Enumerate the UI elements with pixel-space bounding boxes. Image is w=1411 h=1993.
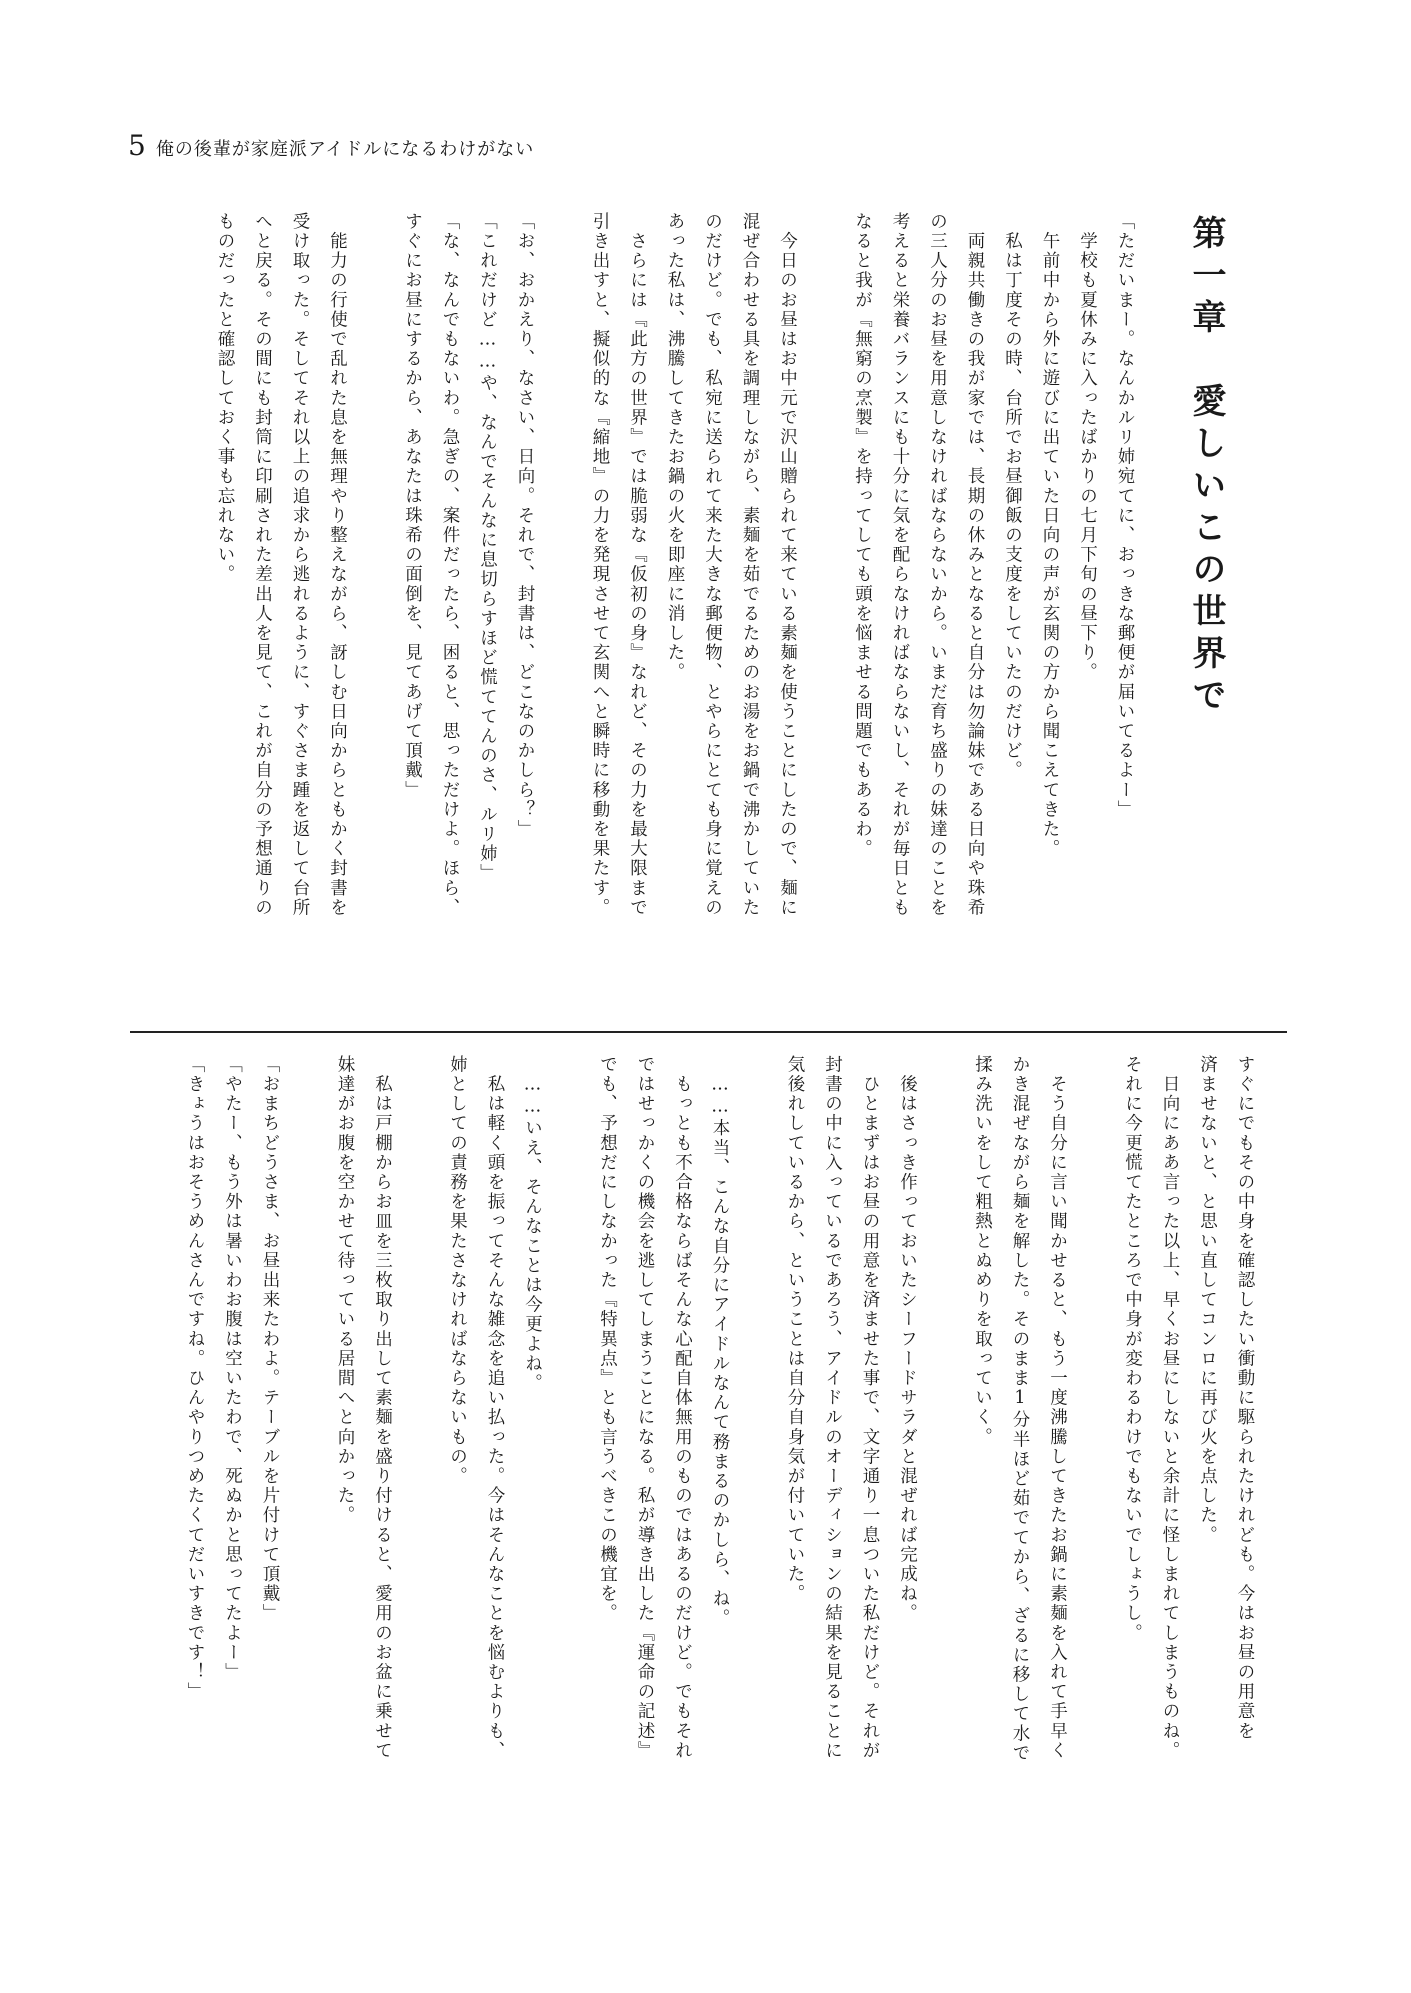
- text-line: 混ぜ合わせる具を調理しながら、素麺を茹でるためのお湯をお鍋で沸かしていた: [740, 212, 760, 918]
- text-line: ひとまずはお昼の用意を済ませた事で、文字通り一息ついた私だけど。それが: [860, 1055, 880, 1761]
- text-line: あった私は、沸騰してきたお鍋の火を即座に消した。: [665, 212, 685, 683]
- chapter-title: 第一章 愛しいこの世界で: [1186, 215, 1226, 719]
- text-line: ではせっかくの機会を逃してしまうことになる。私が導き出した『運命の記述』: [635, 1055, 655, 1761]
- text-line: ものだったと確認しておく事も忘れない。: [215, 212, 235, 585]
- text-line: それに今更慌てたところで中身が変わるわけでもないでしょうし。: [1122, 1055, 1143, 1643]
- text-line: 両親共働きの我が家では、長期の休みとなると自分は勿論妹である日向や珠希: [965, 212, 985, 918]
- book-title: 俺の後輩が家庭派アイドルになるわけがない: [155, 139, 535, 160]
- text-line: 後はさっき作っておいたシーフードサラダと混ぜれば完成ね。: [897, 1055, 918, 1624]
- text-line: そう自分に言い聞かせると、もう一度沸騰してきたお鍋に素麺を入れて手早く: [1047, 1055, 1068, 1761]
- text-line: [356, 212, 394, 1012]
- text-line: 私は戸棚からお皿を三枚取り出して素麺を盛り付けると、愛用のお盆に乗せて: [372, 1055, 393, 1761]
- text-line: 能力の行使で乱れた息を無理やり整えながら、訝しむ日向からともかく封書を: [327, 212, 348, 918]
- text-line: もっとも不合格ならばそんな心配自体無用のものではあるのだけど。でもそれ: [672, 1055, 693, 1761]
- text-line: 封書の中に入っているであろう、アイドルのオーディションの結果を見ることに: [822, 1055, 843, 1761]
- text-line: 私は軽く頭を振ってそんな雑念を追い払った。今はそんなことを悩むよりも、: [485, 1055, 505, 1761]
- text-line: ……いえ、そんなことは今更よね。: [522, 1055, 543, 1394]
- text-line: [806, 212, 844, 1012]
- text-line: 「やたー、もう外は暑いわお腹は空いたわで、死ぬかと思ってたよー」: [222, 1055, 243, 1683]
- running-header: [128, 129, 535, 172]
- text-line: かき混ぜながら麺を解した。そのまま1分半ほど茹でてから、ざるに移して水で: [1010, 1055, 1030, 1764]
- text-line: 私は丁度その時、台所でお昼御飯の支度をしていたのだけど。: [1002, 212, 1023, 781]
- text-line: すぐにでもその中身を確認したい衝動に駆られたけれども。今はお昼の用意を: [1235, 1055, 1255, 1741]
- text-line: のだけど。でも、私宛に送られて来た大きな郵便物、とやらにとても身に覚えの: [702, 212, 723, 918]
- text-line: [288, 1055, 326, 1865]
- text-line: 「きょうはおそうめんさんですね。ひんやりつめたくてだいすきです！」: [185, 1055, 205, 1702]
- text-line: すぐにお昼にするから、あなたは珠希の面倒を、見てあげて頂戴」: [402, 212, 423, 800]
- text-line: 「おまちどうさま、お昼出来たわよ。テーブルを片付けて頂戴」: [260, 1055, 280, 1624]
- text-line: 「な、なんでもないわ。急ぎの、案件だったら、困ると、思っただけよ。ほら、: [440, 212, 460, 918]
- text-line: 「お、おかえり、なさい、日向。それで、封書は、どこなのかしら？」: [515, 212, 535, 840]
- text-line: さらには『此方の世界』では脆弱な『仮初の身』なれど、その力を最大限まで: [627, 212, 648, 918]
- text-line: 済ませないと、と思い直してコンロに再び火を点した。: [1197, 1055, 1218, 1545]
- text-line: 今日のお昼はお中元で沢山贈られて来ている素麺を使うことにしたので、麺に: [777, 212, 798, 918]
- text-line: でも、予想だにしなかった『特異点』とも言うべきこの機宜を。: [597, 1055, 618, 1624]
- text-line: 「ただいまー。なんかルリ姉宛てに、おっきな郵便が届いてるよー」: [1115, 212, 1135, 820]
- text-line: 「これだけど……や、なんでそんなに息切らすほど慌ててんのさ、ルリ姉」: [477, 212, 498, 884]
- text-line: 気後れしているから、ということは自分自身気が付いていた。: [785, 1055, 805, 1604]
- text-line: [543, 212, 581, 1012]
- text-line: [926, 1055, 964, 1865]
- text-line: 揉み洗いをして粗熱とぬめりを取っていく。: [972, 1055, 993, 1447]
- text-line: 妹達がお腹を空かせて待っている居間へと向かった。: [335, 1055, 355, 1526]
- text-line: 学校も夏休みに入ったばかりの七月下旬の昼下り。: [1077, 212, 1098, 683]
- text-line: 引き出すと、擬似的な『縮地』の力を発現させて玄関へと瞬時に移動を果たす。: [590, 212, 610, 918]
- text-line: [738, 1055, 776, 1865]
- text-line: [551, 1055, 589, 1865]
- text-line: の三人分のお昼を用意しなければならないから。いまだ育ち盛りの妹達のことを: [927, 212, 948, 918]
- text-line: [401, 1055, 439, 1865]
- text-line: ……本当、こんな自分にアイドルなんて務まるのかしら、ね。: [710, 1055, 730, 1629]
- text-line: 午前中から外に遊びに出ていた日向の声が玄関の方から聞こえてきた。: [1040, 212, 1060, 859]
- text-line: [1076, 1055, 1114, 1865]
- upper-text-block: [206, 212, 1144, 1012]
- text-line: なると我が『無窮の烹製』を持ってしても頭を悩ませる問題でもあるわ。: [852, 212, 873, 859]
- text-line: 考えると栄養バランスにも十分に気を配らなければならないし、それが毎日とも: [890, 212, 910, 918]
- text-line: 日向にああ言った以上、早くお昼にしないと余計に怪しまれてしまうものね。: [1160, 1055, 1180, 1761]
- lower-text-block: [176, 1055, 1264, 1865]
- page-number: 5: [128, 129, 146, 162]
- text-line: へと戻る。その間にも封筒に印刷された差出人を見て、これが自分の予想通りの: [252, 212, 273, 918]
- section-divider: [130, 1031, 1287, 1033]
- text-line: 受け取った。そしてそれ以上の追求から逃れるように、すぐさま踵を返して台所: [290, 212, 310, 918]
- text-line: 姉としての責務を果たさなければならないもの。: [447, 1055, 468, 1487]
